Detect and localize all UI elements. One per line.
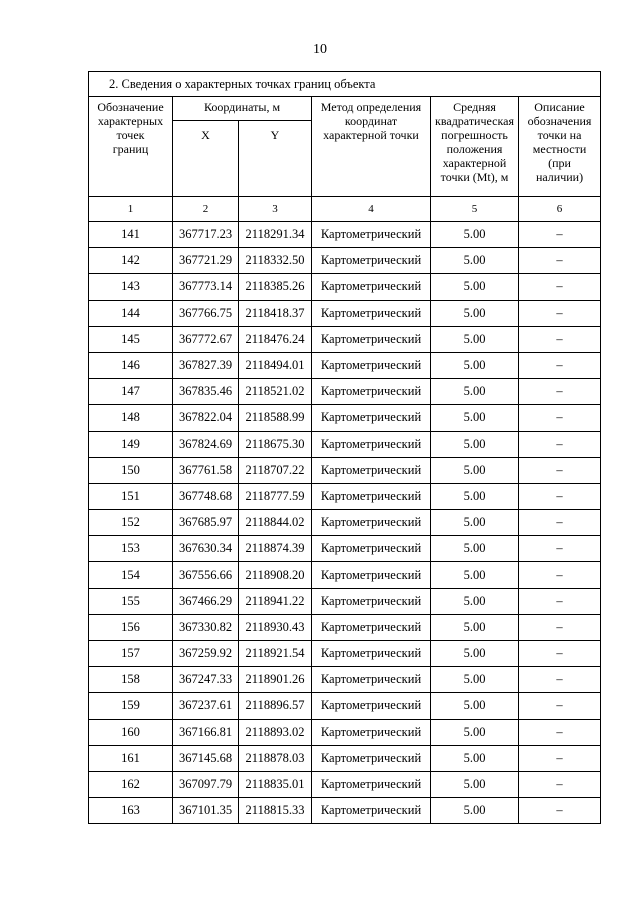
cell-coord-x: 367237.61	[173, 693, 239, 719]
column-number: 1	[89, 197, 173, 222]
cell-error-mt: 5.00	[431, 248, 519, 274]
table-row	[89, 405, 601, 431]
cell-method: Картометрический	[312, 771, 431, 797]
cell-description: –	[519, 248, 601, 274]
cell-description: –	[519, 562, 601, 588]
cell-description: –	[519, 614, 601, 640]
cell-coord-y: 2118941.22	[239, 588, 312, 614]
cell-error-mt: 5.00	[431, 300, 519, 326]
header-coordinates: Координаты, м	[173, 97, 312, 121]
table-row	[89, 248, 601, 274]
section-title: 2. Сведения о характерных точках границ объекта	[89, 72, 601, 97]
table-row	[89, 510, 601, 536]
cell-point-number: 144	[89, 300, 173, 326]
cell-description: –	[519, 457, 601, 483]
column-number-row	[89, 197, 601, 222]
header-line: Описание	[534, 100, 585, 114]
cell-point-number: 156	[89, 614, 173, 640]
cell-point-number: 155	[89, 588, 173, 614]
cell-method: Картометрический	[312, 483, 431, 509]
header-line: координат	[344, 114, 398, 128]
boundary-points-table	[88, 71, 601, 824]
cell-point-number: 162	[89, 771, 173, 797]
column-number: 5	[431, 197, 519, 222]
header-designation	[89, 97, 173, 197]
page-number: 10	[313, 42, 327, 57]
table-row	[89, 483, 601, 509]
header-line: Метод определения	[320, 100, 422, 114]
table-row	[89, 798, 601, 824]
cell-method: Картометрический	[312, 588, 431, 614]
cell-method: Картометрический	[312, 326, 431, 352]
cell-error-mt: 5.00	[431, 483, 519, 509]
cell-coord-y: 2118332.50	[239, 248, 312, 274]
cell-error-mt: 5.00	[431, 431, 519, 457]
cell-method: Картометрический	[312, 745, 431, 771]
header-line: обозначения	[527, 114, 592, 128]
cell-point-number: 147	[89, 379, 173, 405]
cell-method: Картометрический	[312, 641, 431, 667]
cell-method: Картометрический	[312, 352, 431, 378]
table-row	[89, 641, 601, 667]
header-line: точек	[116, 128, 145, 142]
cell-coord-x: 367721.29	[173, 248, 239, 274]
cell-error-mt: 5.00	[431, 771, 519, 797]
cell-point-number: 143	[89, 274, 173, 300]
cell-description: –	[519, 222, 601, 248]
cell-method: Картометрический	[312, 614, 431, 640]
header-line: Средняя	[453, 100, 496, 114]
cell-coord-x: 367247.33	[173, 667, 239, 693]
cell-description: –	[519, 536, 601, 562]
cell-coord-y: 2118588.99	[239, 405, 312, 431]
table-row	[89, 352, 601, 378]
cell-coord-x: 367466.29	[173, 588, 239, 614]
cell-coord-y: 2118874.39	[239, 536, 312, 562]
header-line: точки (Mt), м	[440, 170, 509, 184]
cell-description: –	[519, 771, 601, 797]
cell-coord-x: 367630.34	[173, 536, 239, 562]
cell-error-mt: 5.00	[431, 457, 519, 483]
cell-point-number: 152	[89, 510, 173, 536]
cell-description: –	[519, 405, 601, 431]
cell-method: Картометрический	[312, 431, 431, 457]
cell-error-mt: 5.00	[431, 352, 519, 378]
cell-method: Картометрический	[312, 405, 431, 431]
cell-error-mt: 5.00	[431, 562, 519, 588]
cell-point-number: 151	[89, 483, 173, 509]
header-y: Y	[239, 121, 312, 197]
header-line: характерной точки	[323, 128, 419, 142]
header-line: погрешность	[441, 128, 508, 142]
cell-coord-y: 2118908.20	[239, 562, 312, 588]
cell-coord-x: 367717.23	[173, 222, 239, 248]
cell-description: –	[519, 745, 601, 771]
cell-coord-x: 367097.79	[173, 771, 239, 797]
cell-error-mt: 5.00	[431, 798, 519, 824]
table-row	[89, 274, 601, 300]
cell-point-number: 145	[89, 326, 173, 352]
cell-coord-y: 2118815.33	[239, 798, 312, 824]
cell-point-number: 163	[89, 798, 173, 824]
section-title-row	[89, 72, 601, 97]
cell-description: –	[519, 379, 601, 405]
cell-description: –	[519, 641, 601, 667]
cell-point-number: 160	[89, 719, 173, 745]
table-row	[89, 667, 601, 693]
header-method	[312, 97, 431, 197]
table-body	[89, 222, 601, 824]
cell-coord-y: 2118930.43	[239, 614, 312, 640]
cell-description: –	[519, 510, 601, 536]
cell-coord-y: 2118844.02	[239, 510, 312, 536]
cell-method: Картометрический	[312, 300, 431, 326]
cell-coord-y: 2118494.01	[239, 352, 312, 378]
table-row	[89, 457, 601, 483]
header-line: точки на	[537, 128, 582, 142]
cell-error-mt: 5.00	[431, 667, 519, 693]
cell-coord-y: 2118893.02	[239, 719, 312, 745]
cell-method: Картометрический	[312, 457, 431, 483]
cell-point-number: 157	[89, 641, 173, 667]
header-description	[519, 97, 601, 197]
cell-error-mt: 5.00	[431, 719, 519, 745]
cell-coord-x: 367822.04	[173, 405, 239, 431]
header-line: квадратическая	[435, 114, 514, 128]
cell-description: –	[519, 274, 601, 300]
cell-coord-x: 367101.35	[173, 798, 239, 824]
table-row	[89, 588, 601, 614]
column-number: 2	[173, 197, 239, 222]
header-row	[89, 97, 601, 121]
cell-coord-x: 367824.69	[173, 431, 239, 457]
cell-method: Картометрический	[312, 719, 431, 745]
header-line: Обозначение	[97, 100, 164, 114]
cell-method: Картометрический	[312, 798, 431, 824]
cell-error-mt: 5.00	[431, 222, 519, 248]
cell-coord-x: 367259.92	[173, 641, 239, 667]
cell-coord-x: 367330.82	[173, 614, 239, 640]
cell-error-mt: 5.00	[431, 693, 519, 719]
table-row	[89, 222, 601, 248]
cell-coord-x: 367772.67	[173, 326, 239, 352]
cell-method: Картометрический	[312, 510, 431, 536]
header-line: местности	[532, 142, 587, 156]
cell-error-mt: 5.00	[431, 745, 519, 771]
cell-coord-y: 2118896.57	[239, 693, 312, 719]
cell-coord-x: 367685.97	[173, 510, 239, 536]
cell-method: Картометрический	[312, 248, 431, 274]
cell-coord-x: 367556.66	[173, 562, 239, 588]
cell-coord-y: 2118878.03	[239, 745, 312, 771]
cell-coord-x: 367835.46	[173, 379, 239, 405]
cell-coord-x: 367773.14	[173, 274, 239, 300]
cell-point-number: 141	[89, 222, 173, 248]
table-row	[89, 771, 601, 797]
cell-error-mt: 5.00	[431, 588, 519, 614]
table-row	[89, 536, 601, 562]
cell-point-number: 148	[89, 405, 173, 431]
cell-description: –	[519, 588, 601, 614]
cell-description: –	[519, 326, 601, 352]
header-line: характерной	[442, 156, 507, 170]
table-row	[89, 562, 601, 588]
cell-coord-y: 2118675.30	[239, 431, 312, 457]
cell-method: Картометрический	[312, 536, 431, 562]
cell-point-number: 159	[89, 693, 173, 719]
cell-error-mt: 5.00	[431, 510, 519, 536]
cell-error-mt: 5.00	[431, 326, 519, 352]
table-row	[89, 300, 601, 326]
cell-coord-y: 2118921.54	[239, 641, 312, 667]
cell-coord-x: 367748.68	[173, 483, 239, 509]
cell-description: –	[519, 431, 601, 457]
cell-description: –	[519, 667, 601, 693]
cell-description: –	[519, 352, 601, 378]
table-row	[89, 379, 601, 405]
table-row	[89, 326, 601, 352]
table-row	[89, 719, 601, 745]
cell-method: Картометрический	[312, 693, 431, 719]
cell-point-number: 154	[89, 562, 173, 588]
cell-error-mt: 5.00	[431, 379, 519, 405]
cell-method: Картометрический	[312, 379, 431, 405]
cell-point-number: 150	[89, 457, 173, 483]
table-row	[89, 614, 601, 640]
cell-coord-y: 2118476.24	[239, 326, 312, 352]
cell-coord-y: 2118901.26	[239, 667, 312, 693]
cell-description: –	[519, 693, 601, 719]
column-number: 3	[239, 197, 312, 222]
cell-coord-y: 2118291.34	[239, 222, 312, 248]
cell-method: Картометрический	[312, 667, 431, 693]
cell-coord-x: 367827.39	[173, 352, 239, 378]
header-x: X	[173, 121, 239, 197]
header-line: наличии)	[535, 170, 584, 184]
cell-method: Картометрический	[312, 222, 431, 248]
column-number: 4	[312, 197, 431, 222]
cell-coord-x: 367761.58	[173, 457, 239, 483]
table-row	[89, 693, 601, 719]
cell-point-number: 146	[89, 352, 173, 378]
cell-point-number: 142	[89, 248, 173, 274]
cell-point-number: 161	[89, 745, 173, 771]
cell-coord-y: 2118707.22	[239, 457, 312, 483]
cell-description: –	[519, 798, 601, 824]
cell-error-mt: 5.00	[431, 274, 519, 300]
cell-coord-y: 2118835.01	[239, 771, 312, 797]
header-line: характерных	[97, 114, 164, 128]
cell-coord-x: 367145.68	[173, 745, 239, 771]
header-line: положения	[446, 142, 503, 156]
cell-coord-y: 2118385.26	[239, 274, 312, 300]
table-row	[89, 431, 601, 457]
cell-error-mt: 5.00	[431, 614, 519, 640]
cell-point-number: 153	[89, 536, 173, 562]
cell-coord-y: 2118777.59	[239, 483, 312, 509]
cell-description: –	[519, 300, 601, 326]
cell-point-number: 158	[89, 667, 173, 693]
header-line: границ	[112, 142, 149, 156]
cell-method: Картометрический	[312, 274, 431, 300]
cell-coord-y: 2118521.02	[239, 379, 312, 405]
table-row	[89, 745, 601, 771]
column-number: 6	[519, 197, 601, 222]
cell-error-mt: 5.00	[431, 536, 519, 562]
cell-point-number: 149	[89, 431, 173, 457]
cell-description: –	[519, 719, 601, 745]
cell-coord-x: 367166.81	[173, 719, 239, 745]
header-error	[431, 97, 519, 197]
cell-error-mt: 5.00	[431, 405, 519, 431]
cell-description: –	[519, 483, 601, 509]
cell-coord-x: 367766.75	[173, 300, 239, 326]
cell-method: Картометрический	[312, 562, 431, 588]
cell-coord-y: 2118418.37	[239, 300, 312, 326]
cell-error-mt: 5.00	[431, 641, 519, 667]
header-line: (при	[548, 156, 571, 170]
